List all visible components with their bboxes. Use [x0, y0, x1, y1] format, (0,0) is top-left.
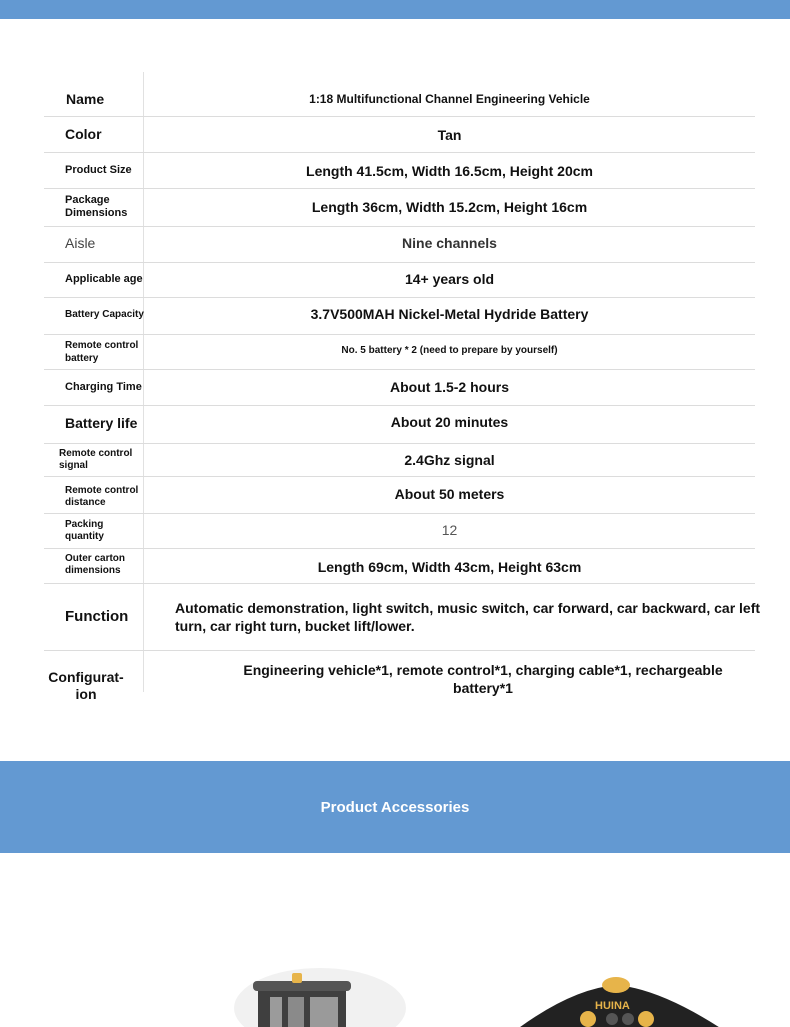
- spec-value: Length 41.5cm, Width 16.5cm, Height 20cm: [306, 163, 593, 179]
- spec-row-battery-capacity: [44, 298, 755, 335]
- spec-row-applicable-age: [44, 263, 755, 298]
- spec-label: Packing quantity: [65, 519, 104, 542]
- vehicle-image: [228, 953, 428, 1027]
- spec-label: Applicable age: [65, 273, 143, 285]
- spec-label: Aisle: [65, 235, 96, 251]
- spec-value: 1:18 Multifunctional Channel Engineering Vehicle: [309, 92, 590, 106]
- spec-label: Remote control battery: [65, 340, 139, 364]
- spec-row-package-dimensions: [44, 189, 755, 227]
- spec-row-color: [44, 117, 755, 153]
- spec-value: Length 36cm, Width 15.2cm, Height 16cm: [311, 199, 588, 215]
- spec-value: Length 69cm, Width 43cm, Height 63cm: [317, 559, 582, 575]
- spec-row-remote-distance: [44, 477, 755, 514]
- product-images: [0, 853, 790, 1027]
- spec-row-charging-time: [44, 370, 755, 406]
- spec-row-product-size: [44, 153, 755, 189]
- spec-value: Tan: [437, 127, 462, 143]
- spec-row-remote-signal: [44, 444, 755, 477]
- spec-label: Configurat- ion: [48, 669, 124, 702]
- spec-label: Package Dimensions: [65, 194, 128, 220]
- spec-row-configuration: [44, 651, 755, 701]
- spec-row-name: [44, 72, 755, 117]
- spec-value: 2.4Ghz signal: [404, 452, 495, 468]
- spec-row-outer-carton: [44, 549, 755, 584]
- spec-value: Nine channels: [402, 235, 497, 251]
- spec-value: About 20 minutes: [390, 414, 509, 430]
- spec-value: About 1.5-2 hours: [389, 379, 509, 395]
- spec-label: Name: [66, 91, 105, 107]
- remote-brand-label: HUINA: [595, 1000, 630, 1012]
- top-banner: [0, 0, 790, 19]
- spec-row-packing-quantity: [44, 514, 755, 549]
- spec-label: Outer carton dimensions: [65, 553, 126, 576]
- spec-value: 12: [441, 522, 458, 538]
- spec-row-remote-battery: [44, 335, 755, 370]
- spec-label: Remote control signal: [59, 448, 133, 471]
- spec-row-battery-life: [44, 406, 755, 444]
- spec-value: About 50 meters: [394, 486, 505, 502]
- accessories-title: Product Accessories: [320, 798, 470, 816]
- spec-value: Engineering vehicle*1, remote control*1, charging cable*1, rechargeable battery*1: [243, 662, 723, 696]
- spec-label: Product Size: [65, 164, 132, 176]
- spec-value: No. 5 battery * 2 (need to prepare by yourself): [341, 345, 558, 356]
- spec-label: Remote control distance: [65, 485, 139, 508]
- spec-value: 14+ years old: [404, 271, 495, 287]
- spec-label: Color: [65, 126, 102, 142]
- spec-value: Automatic demonstration, light switch, music switch, car forward, car backward, car left turn, car right turn, bucket lift/lower.: [175, 600, 761, 634]
- spec-label: Charging Time: [65, 381, 142, 393]
- spec-label: Function: [65, 608, 129, 625]
- spec-label: Battery Capacity: [65, 309, 144, 320]
- spec-row-aisle: [44, 227, 755, 263]
- remote-control-image: [500, 975, 740, 1027]
- spec-label: Battery life: [65, 415, 138, 431]
- spec-value: 3.7V500MAH Nickel-Metal Hydride Battery: [310, 306, 589, 322]
- spec-row-function: [44, 584, 761, 651]
- accessories-header: [0, 761, 790, 853]
